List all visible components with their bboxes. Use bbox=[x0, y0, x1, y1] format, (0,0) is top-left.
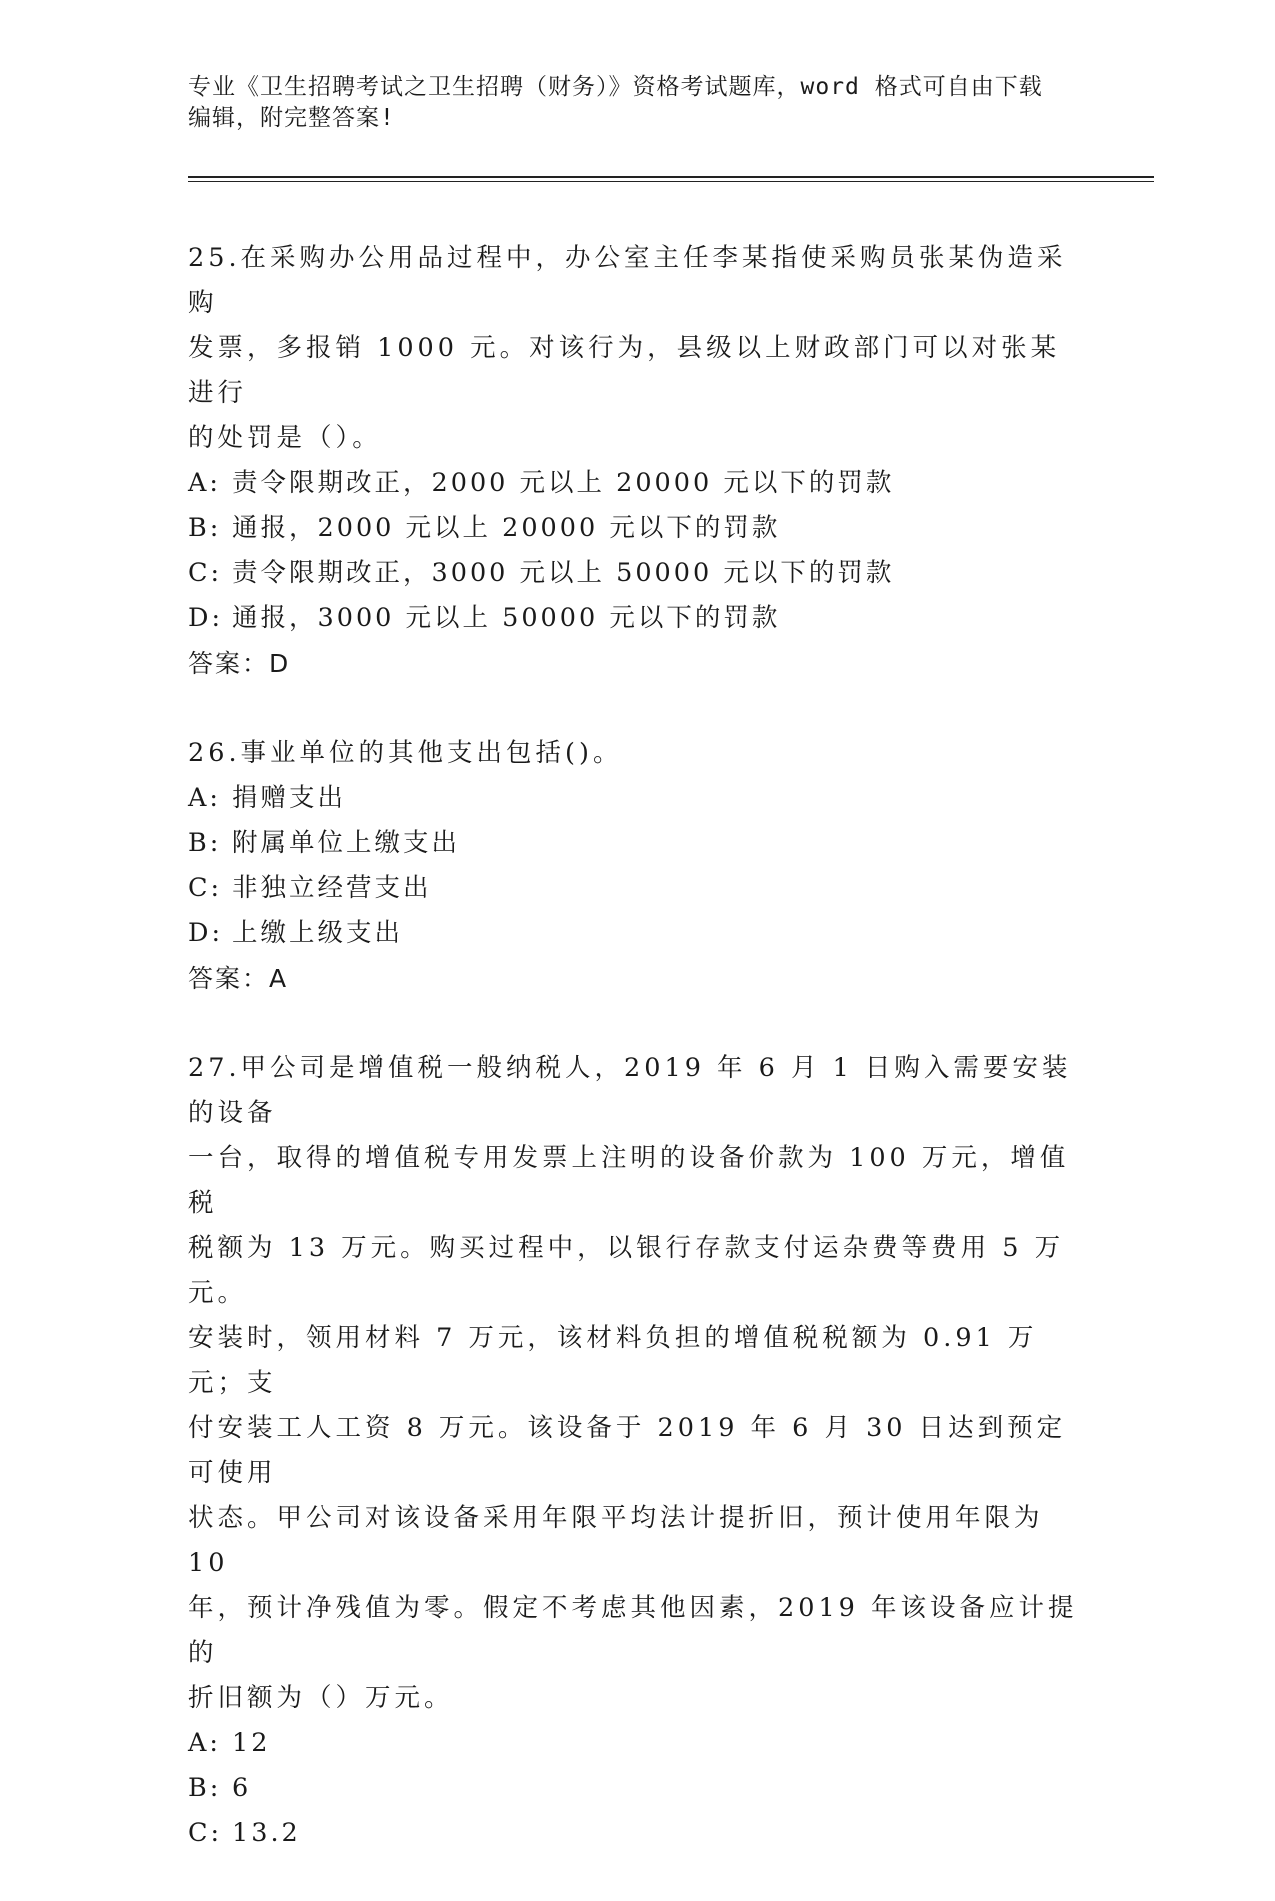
question-stem-line: 27.甲公司是增值税一般纳税人，2019 年 6 月 1 日购入需要安装的设备 bbox=[188, 1053, 1072, 1128]
option-letter: D: bbox=[188, 918, 224, 948]
question-1 bbox=[188, 236, 1088, 686]
question-list bbox=[188, 236, 1088, 1901]
option-letter: C: bbox=[188, 1818, 223, 1848]
answer-line: 答案：D bbox=[188, 649, 291, 678]
option-text: 12 bbox=[232, 1728, 271, 1758]
option-text: 责令限期改正，3000 元以上 50000 元以下的罚款 bbox=[232, 558, 895, 588]
option-text: 通报，2000 元以上 20000 元以下的罚款 bbox=[232, 513, 781, 543]
question-stem-line: 的处罚是（）。 bbox=[188, 423, 382, 453]
option-letter: A: bbox=[188, 468, 222, 498]
option-b bbox=[188, 821, 1088, 866]
question-stem-line: 状态。甲公司对该设备采用年限平均法计提折旧，预计使用年限为 10 bbox=[188, 1503, 1056, 1578]
option-text: 6 bbox=[232, 1773, 252, 1803]
option-letter: A: bbox=[188, 783, 222, 813]
option-c bbox=[188, 866, 1088, 911]
option-c bbox=[188, 551, 1088, 596]
option-a bbox=[188, 776, 1088, 821]
option-letter: B: bbox=[188, 828, 222, 858]
option-text: 13.2 bbox=[232, 1818, 301, 1848]
question-stem-line: 税额为 13 万元。购买过程中，以银行存款支付运杂费等费用 5 万元。 bbox=[188, 1233, 1065, 1308]
question-stem-line: 折旧额为（）万元。 bbox=[188, 1683, 454, 1713]
option-d bbox=[188, 596, 1088, 641]
option-letter: B: bbox=[188, 513, 222, 543]
option-text: 上缴上级支出 bbox=[232, 918, 404, 948]
header-divider-thick bbox=[188, 176, 1154, 178]
option-d bbox=[188, 911, 1088, 956]
option-letter: C: bbox=[188, 873, 223, 903]
option-text: 通报，3000 元以上 50000 元以下的罚款 bbox=[232, 603, 781, 633]
header-line-1: 专业《卫生招聘考试之卫生招聘（财务）》资格考试题库，word 格式可自由下载 bbox=[188, 74, 1043, 100]
question-2 bbox=[188, 731, 1088, 1001]
option-letter: C: bbox=[188, 558, 223, 588]
option-c bbox=[188, 1811, 1088, 1856]
answer-line: 答案：A bbox=[188, 964, 289, 993]
question-stem-line: 25.在采购办公用品过程中，办公室主任李某指使采购员张某伪造采购 bbox=[188, 243, 1067, 318]
question-stem-line: 26.事业单位的其他支出包括()。 bbox=[188, 738, 623, 768]
option-a bbox=[188, 461, 1088, 506]
question-stem-line: 发票，多报销 1000 元。对该行为，县级以上财政部门可以对张某进行 bbox=[188, 333, 1061, 408]
option-text: 责令限期改正，2000 元以上 20000 元以下的罚款 bbox=[232, 468, 895, 498]
question-stem-line: 付安装工人工资 8 万元。该设备于 2019 年 6 月 30 日达到预定可使用 bbox=[188, 1413, 1067, 1488]
option-letter: B: bbox=[188, 1773, 222, 1803]
question-stem-line: 年，预计净残值为零。假定不考虑其他因素，2019 年该设备应计提的 bbox=[188, 1593, 1078, 1668]
document-header bbox=[188, 72, 1088, 134]
header-divider-thin bbox=[188, 181, 1154, 182]
option-letter: D: bbox=[188, 603, 224, 633]
option-text: 附属单位上缴支出 bbox=[232, 828, 461, 858]
option-text: 捐赠支出 bbox=[232, 783, 347, 813]
option-b bbox=[188, 1766, 1088, 1811]
question-stem-line: 一台，取得的增值税专用发票上注明的设备价款为 100 万元，增值税 bbox=[188, 1143, 1070, 1218]
header-line-2: 编辑，附完整答案! bbox=[188, 105, 395, 131]
question-3 bbox=[188, 1046, 1088, 1856]
option-b bbox=[188, 506, 1088, 551]
option-letter: A: bbox=[188, 1728, 222, 1758]
option-a bbox=[188, 1721, 1088, 1766]
option-text: 非独立经营支出 bbox=[232, 873, 432, 903]
question-stem-line: 安装时，领用材料 7 万元，该材料负担的增值税税额为 0.91 万元；支 bbox=[188, 1323, 1038, 1398]
